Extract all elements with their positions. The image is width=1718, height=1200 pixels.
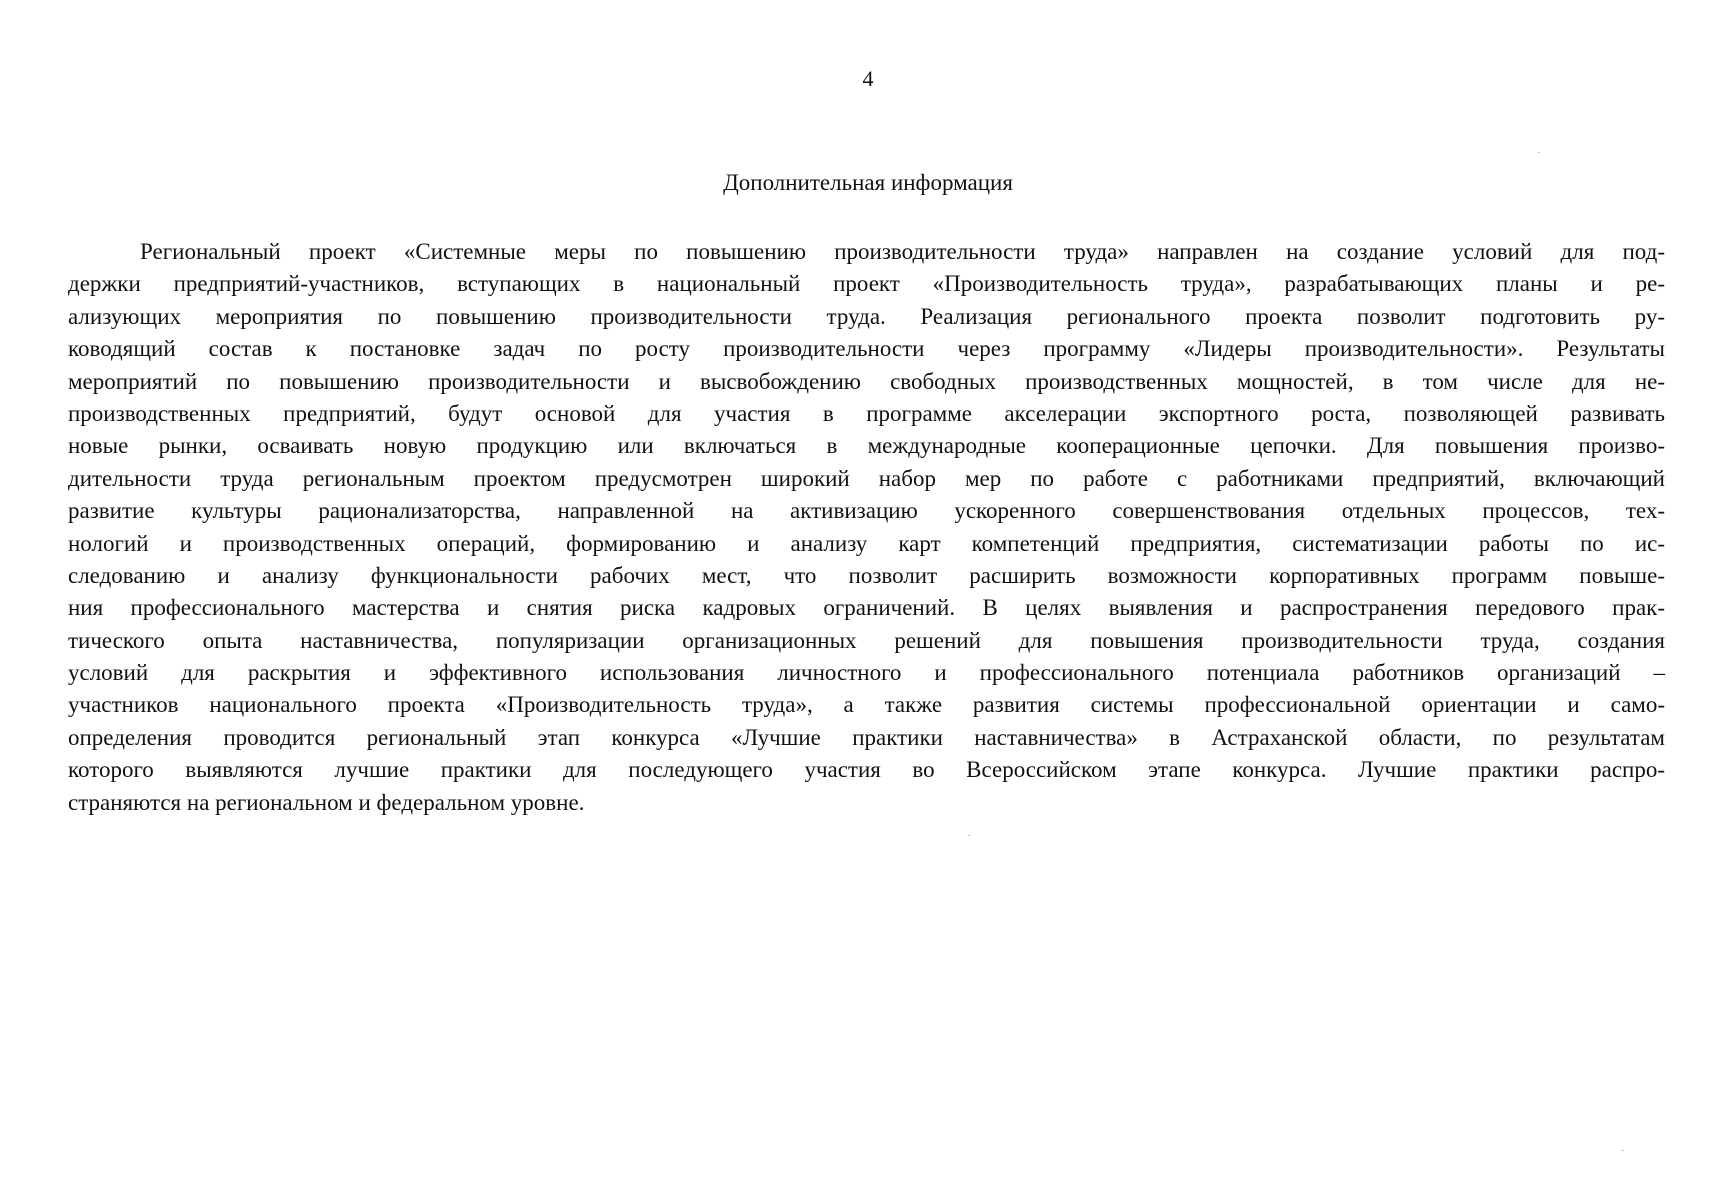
scan-speck — [1622, 1150, 1624, 1151]
body-paragraph — [68, 236, 1665, 819]
paragraph-line: ализующих мероприятия по повышению производительности труда. Реализация регионального проекта позволит подготовить ру- — [68, 303, 1665, 329]
scan-speck — [968, 835, 970, 836]
paragraph-line: участников национального проекта «Производительность труда», а также развития системы профессиональной ориентации и само- — [68, 692, 1665, 718]
page-number: 4 — [862, 66, 874, 91]
paragraph-line: ния профессионального мастерства и снятия риска кадровых ограничений. В целях выявления и распространения передового прак- — [68, 595, 1665, 621]
paragraph-line: дительности труда региональным проектом предусмотрен широкий набор мер по работе с работниками предприятий, включающий — [68, 465, 1665, 491]
paragraph-line: держки предприятий-участников, вступающих в национальный проект «Производительность труда», разрабатывающих планы и ре- — [68, 271, 1665, 297]
paragraph-line: развитие культуры рационализаторства, направленной на активизацию ускоренного совершенствования отдельных процессов, тех- — [68, 498, 1665, 524]
paragraph-line: новые рынки, осваивать новую продукцию или включаться в международные кооперационные цепочки. Для повышения произво- — [68, 433, 1665, 459]
paragraph-line: нологий и производственных операций, формированию и анализу карт компетенций предприятия, систематизации работы по ис- — [68, 530, 1665, 556]
section-heading: Дополнительная информация — [723, 170, 1013, 195]
paragraph-line: определения проводится региональный этап конкурса «Лучшие практики наставничества» в Астраханской области, по результатам — [68, 724, 1665, 750]
paragraph-line: ководящий состав к постановке задач по росту производительности через программу «Лидеры производительности». Результаты — [68, 336, 1665, 362]
paragraph-line: условий для раскрытия и эффективного использования личностного и профессионального потенциала работников организаций – — [68, 660, 1665, 686]
paragraph-line: которого выявляются лучшие практики для последующего участия во Всероссийском этапе конкурса. Лучшие практики распро- — [68, 757, 1665, 783]
paragraph-line: страняются на региональном и федеральном уровне. — [68, 789, 585, 815]
scan-speck — [1538, 152, 1540, 153]
paragraph-line: Региональный проект «Системные меры по повышению производительности труда» направлен на создание условий для под- — [140, 239, 1665, 264]
paragraph-line: следованию и анализу функциональности рабочих мест, что позволит расширить возможности корпоративных программ повыше- — [68, 562, 1665, 588]
paragraph-line: производственных предприятий, будут основой для участия в программе акселерации экспортного роста, позволяющей развивать — [68, 400, 1665, 426]
paragraph-line: тического опыта наставничества, популяризации организационных решений для повышения производительности труда, создания — [68, 627, 1665, 653]
paragraph-line: мероприятий по повышению производительности и высвобождению свободных производственных мощностей, в том числе для не- — [68, 368, 1665, 394]
